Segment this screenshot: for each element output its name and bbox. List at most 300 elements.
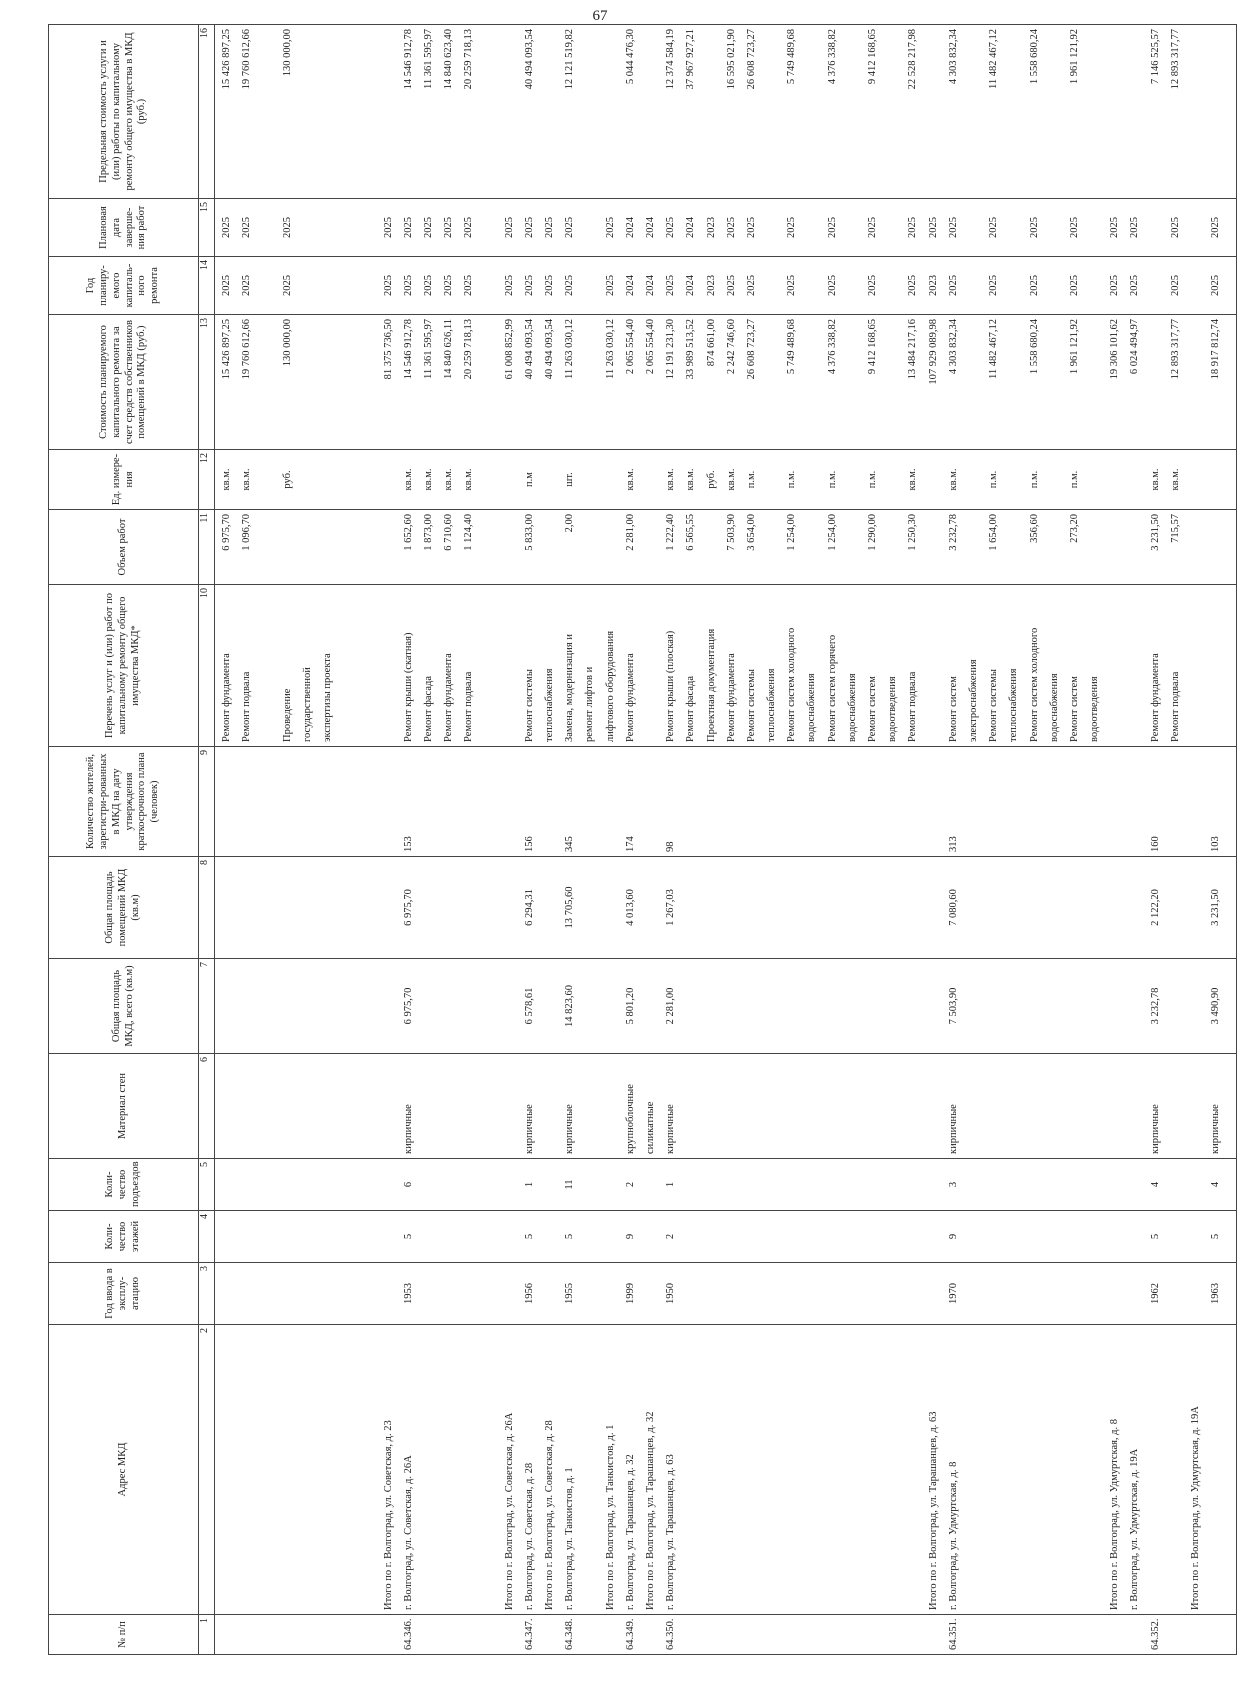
cell-line — [887, 963, 907, 1049]
cell-line: г. Волгоград, ул. Тарашанцев, д. 32 — [624, 1454, 636, 1610]
column-number: 15 — [199, 199, 215, 257]
cell-line: 2025 — [1109, 275, 1121, 296]
cell-line: теплоснабжения — [766, 668, 778, 742]
cell-line — [766, 1619, 786, 1650]
cell-line — [504, 861, 524, 954]
cell-line — [1089, 454, 1109, 505]
cell-line — [968, 1163, 988, 1206]
cell-line — [1069, 963, 1089, 1049]
cell-line — [726, 1619, 746, 1650]
cell-line — [645, 1163, 665, 1206]
cell-line: 2 — [665, 1233, 677, 1240]
cell-line — [504, 454, 524, 505]
cell-line: 2025 — [564, 217, 576, 238]
cell-line: кв.м. — [685, 468, 697, 491]
cell-line: Итого по г. Волгоград, ул. Танкистов, д. 1 — [604, 1424, 616, 1610]
cell-line — [1008, 1267, 1028, 1320]
cell-line — [1150, 1329, 1170, 1610]
cell-line: 1 654,00 — [988, 514, 1000, 551]
cell-line — [766, 261, 786, 310]
cell-line — [726, 1267, 746, 1320]
cell-line: 2025 — [1169, 217, 1181, 238]
cell-line — [383, 1215, 403, 1258]
cell-line — [1089, 29, 1109, 194]
cell-line — [988, 963, 1008, 1049]
cell-line — [887, 861, 907, 954]
cell-line: 2025 — [867, 217, 878, 238]
cell-line — [928, 861, 948, 954]
cell-line: 6 294,31 — [523, 889, 535, 926]
cell-line: 22 528 217,98 — [907, 29, 919, 90]
cell-line — [584, 861, 604, 954]
column-number: 8 — [199, 857, 215, 959]
cell-line — [766, 1215, 786, 1258]
cell-line: г. Волгоград, ул. Удмуртская, д. 8 — [947, 1461, 959, 1610]
cell-line — [302, 861, 322, 954]
cell-line — [221, 751, 241, 852]
cell-line: 2025 — [443, 217, 455, 238]
cell-line — [342, 1329, 362, 1610]
cell-line — [322, 861, 342, 954]
cell-line: электроснабжения — [967, 659, 979, 742]
cell-line — [1089, 203, 1109, 252]
cell-line: руб. — [281, 470, 293, 489]
cell-line: 64.346. — [402, 1618, 414, 1650]
cell-line: 64.347. — [523, 1618, 535, 1650]
cell-line: 14 546 912,78 — [402, 319, 414, 380]
cell-line — [584, 454, 604, 505]
residents-column — [215, 747, 1237, 857]
cell-line: Ремонт систем горячего — [826, 634, 838, 742]
cell-line: 2025 — [503, 217, 515, 238]
cell-line — [847, 1267, 867, 1320]
cell-line — [806, 751, 826, 852]
cell-line: 2025 — [826, 275, 838, 296]
cell-line — [786, 963, 806, 1049]
cell-line — [1109, 751, 1129, 852]
cell-line: кв.м. — [463, 468, 475, 491]
cell-line — [1109, 1215, 1129, 1258]
cell-line — [827, 1267, 847, 1320]
cell-line: 5 801,20 — [624, 987, 636, 1025]
cell-line — [1190, 861, 1210, 954]
cell-line — [261, 454, 281, 505]
cell-line — [1109, 1267, 1129, 1320]
cell-line: Проектная документация — [705, 628, 717, 742]
cell-line — [685, 861, 705, 954]
completion-date-column — [215, 199, 1237, 257]
cell-line — [726, 1329, 746, 1610]
cell-line — [544, 29, 564, 194]
cell-line — [1008, 1215, 1028, 1258]
cell-line: 4 303 832,34 — [947, 319, 959, 375]
cell-line — [605, 1163, 625, 1206]
cell-line: 2025 — [947, 275, 959, 296]
cell-line — [1049, 319, 1069, 445]
cell-line — [746, 1267, 766, 1320]
cell-line — [988, 1267, 1008, 1320]
cell-line — [483, 589, 503, 742]
cell-line: 6 — [402, 1181, 414, 1188]
cell-line — [706, 751, 726, 852]
cell-line — [504, 1058, 524, 1154]
cell-line — [383, 861, 403, 954]
max-cost-column — [215, 25, 1237, 199]
cell-line — [483, 319, 503, 445]
cell-line: 2024 — [624, 217, 636, 238]
cell-line — [827, 751, 847, 852]
cell-line — [261, 1329, 281, 1610]
cell-line — [322, 1163, 342, 1206]
cell-line: 26 608 723,27 — [745, 319, 757, 380]
cell-line — [302, 319, 322, 445]
cell-line — [1049, 203, 1069, 252]
column-number: 3 — [199, 1263, 215, 1325]
cell-line — [766, 203, 786, 252]
cell-line — [282, 1619, 302, 1650]
cell-line — [1029, 751, 1049, 852]
cell-line: 3 232,78 — [947, 514, 959, 551]
cell-line — [261, 261, 281, 310]
column-number: 10 — [199, 585, 215, 747]
cell-line: 12 893 317,77 — [1169, 319, 1181, 380]
cell-line: 7 503,90 — [947, 987, 959, 1025]
cell-line — [423, 1163, 443, 1206]
cell-line — [766, 514, 786, 580]
cell-line — [282, 751, 302, 852]
cell-line — [867, 1058, 887, 1154]
cell-line: 13 705,60 — [564, 886, 576, 929]
cell-line — [645, 29, 665, 194]
cell-line — [342, 203, 362, 252]
cell-line: 2025 — [221, 217, 232, 238]
cell-line — [645, 1215, 665, 1258]
cell-line: 6 024 494,97 — [1129, 319, 1141, 375]
cell-line — [928, 1163, 948, 1206]
cell-line — [1210, 1619, 1230, 1650]
cell-line: Ремонт крыши (плоская) — [665, 630, 677, 742]
cell-line — [1008, 1619, 1028, 1650]
cell-line: 1963 — [1210, 1283, 1222, 1304]
cell-line — [1089, 861, 1109, 954]
cell-line: Ремонт фундамента — [1149, 653, 1161, 742]
cell-line: 2025 — [402, 275, 414, 296]
cell-line — [847, 963, 867, 1049]
cell-line — [221, 963, 241, 1049]
cell-line — [1170, 1215, 1190, 1258]
cell-line: 107 929 089,98 — [927, 319, 939, 385]
cell-line — [1170, 963, 1190, 1049]
cell-line — [1190, 1215, 1210, 1258]
cell-line — [483, 1163, 503, 1206]
cell-line: г. Волгоград, ул. Тарашанцев, д. 63 — [665, 1454, 677, 1610]
cell-line — [605, 751, 625, 852]
cell-line: 174 — [624, 836, 636, 852]
cell-line — [241, 1215, 261, 1258]
entrances-column — [215, 1159, 1237, 1211]
cell-line — [261, 589, 281, 742]
cell-line — [1150, 261, 1170, 310]
cell-line — [322, 1267, 342, 1320]
cell-line — [847, 454, 867, 505]
cell-line: 2025 — [1210, 275, 1222, 296]
cell-line: 2024 — [685, 217, 697, 238]
cell-line — [383, 1163, 403, 1206]
cell-line: 2 065 554,40 — [644, 319, 656, 375]
cell-line — [322, 29, 342, 194]
cell-line: Ремонт систем — [867, 676, 878, 742]
cell-line: шт. — [564, 472, 576, 487]
cell-line: 2025 — [422, 217, 434, 238]
cell-line — [1069, 1619, 1089, 1650]
cell-line: 5 044 476,30 — [624, 29, 636, 85]
cell-line — [746, 963, 766, 1049]
cell-line — [706, 1058, 726, 1154]
cell-line: Итого по г. Волгоград, ул. Советская, д. 28 — [544, 1420, 555, 1610]
cell-line — [645, 589, 665, 742]
cell-line: п.м. — [867, 470, 878, 489]
cell-line — [584, 203, 604, 252]
cell-line: 2025 — [544, 217, 555, 238]
cell-line — [302, 203, 322, 252]
cell-line: 5 — [1149, 1233, 1161, 1240]
repair-year-column — [215, 257, 1237, 315]
cell-line: 3 231,50 — [1210, 889, 1222, 926]
cell-line: кв.м. — [1169, 468, 1181, 491]
cell-line — [342, 861, 362, 954]
cell-line — [463, 1619, 483, 1650]
cell-line — [1069, 1058, 1089, 1154]
cell-line: водоотведения — [1089, 676, 1101, 742]
cell-line: 1956 — [523, 1283, 535, 1304]
cell-line — [584, 1163, 604, 1206]
cell-line — [706, 1215, 726, 1258]
cell-line: Ремонт систем — [947, 676, 959, 742]
cell-line — [726, 963, 746, 1049]
cell-line — [221, 1619, 241, 1650]
cell-line: 2025 — [665, 217, 677, 238]
cell-line — [726, 751, 746, 852]
unit-column — [215, 450, 1237, 510]
cell-line — [504, 1163, 524, 1206]
cell-line: 61 008 852,99 — [503, 319, 515, 380]
cell-line — [887, 1058, 907, 1154]
cell-line: кв.м. — [402, 468, 414, 491]
cell-line: 1953 — [402, 1283, 414, 1304]
cell-line: 6 710,60 — [443, 514, 455, 551]
cell-line — [1069, 1215, 1089, 1258]
cell-line: 2025 — [1210, 217, 1222, 238]
cell-line — [504, 1619, 524, 1650]
cell-line — [261, 514, 281, 580]
cell-line — [1049, 1329, 1069, 1610]
cell-line — [342, 963, 362, 1049]
cell-line — [746, 1163, 766, 1206]
cell-line — [1170, 1329, 1190, 1610]
cell-line — [1109, 454, 1129, 505]
cell-line — [867, 1329, 887, 1610]
cell-line: 1 — [523, 1181, 535, 1188]
rotated-table-sheet — [48, 25, 1222, 1655]
cell-line — [685, 1163, 705, 1206]
cell-line: 9 — [624, 1233, 636, 1240]
cell-line: 1955 — [564, 1283, 576, 1304]
cell-line: 11 482 467,12 — [988, 319, 1000, 379]
cell-line — [766, 454, 786, 505]
cell-line — [968, 963, 988, 1049]
cell-line — [362, 1215, 382, 1258]
cell-line: 1 250,30 — [907, 514, 919, 551]
cell-line — [443, 1215, 463, 1258]
cell-line — [827, 1619, 847, 1650]
cell-line: силикатные — [644, 1101, 656, 1154]
cell-line: 2025 — [281, 275, 293, 296]
cell-line — [362, 963, 382, 1049]
cell-line: 13 484 217,16 — [907, 319, 919, 380]
cell-line: 9 — [947, 1233, 959, 1240]
cell-line — [887, 514, 907, 580]
cell-line — [1008, 861, 1028, 954]
cell-line — [362, 454, 382, 505]
cell-line: 19 760 612,66 — [241, 319, 253, 380]
column-number: 16 — [199, 25, 215, 199]
cell-line — [423, 1329, 443, 1610]
cell-line — [1190, 1267, 1210, 1320]
cell-line — [645, 751, 665, 852]
cell-line — [504, 751, 524, 852]
cell-line — [483, 1058, 503, 1154]
cell-line: 2025 — [988, 275, 1000, 296]
cell-line: 2025 — [402, 217, 414, 238]
cell-line: 1 558 680,24 — [1028, 29, 1040, 85]
cell-line — [766, 1267, 786, 1320]
address-column — [215, 1325, 1237, 1615]
cell-line: 1970 — [947, 1283, 959, 1304]
column-number: 4 — [199, 1211, 215, 1263]
cell-line: 11 482 467,12 — [988, 29, 1000, 89]
cell-line — [342, 319, 362, 445]
cell-line — [706, 1163, 726, 1206]
cell-line — [302, 751, 322, 852]
cell-line — [1210, 514, 1230, 580]
cell-line: 2025 — [1028, 217, 1040, 238]
cell-line — [443, 1163, 463, 1206]
column-number: 2 — [199, 1325, 215, 1615]
cell-line — [342, 514, 362, 580]
cell-line: Ремонт систем холодного — [1028, 627, 1040, 742]
cell-line: 2025 — [1109, 217, 1121, 238]
cell-line — [423, 1619, 443, 1650]
cell-line — [584, 319, 604, 445]
cell-line — [1049, 751, 1069, 852]
cell-line — [302, 1215, 322, 1258]
cell-line: 130 000,00 — [281, 29, 293, 77]
cell-line — [443, 1329, 463, 1610]
cell-line: 160 — [1149, 836, 1161, 852]
cell-line — [1129, 454, 1149, 505]
cell-line — [928, 589, 948, 742]
cell-line — [261, 29, 281, 194]
cell-line — [806, 963, 826, 1049]
cell-line — [1129, 589, 1149, 742]
cell-line — [847, 319, 867, 445]
cell-line — [786, 1215, 806, 1258]
cell-line: 5 749 489,68 — [786, 29, 798, 85]
cell-line — [827, 861, 847, 954]
cell-line — [1210, 589, 1230, 742]
cell-line: 3 490,90 — [1210, 987, 1222, 1025]
cell-line — [847, 1215, 867, 1258]
cell-line: 313 — [947, 836, 959, 852]
cell-line — [968, 29, 988, 194]
cell-line: Ремонт системы — [745, 669, 757, 742]
cell-line: 6 975,70 — [402, 889, 414, 926]
cell-line — [968, 261, 988, 310]
cell-line — [827, 1163, 847, 1206]
cell-line — [483, 29, 503, 194]
cell-line — [302, 1267, 322, 1320]
cell-line — [261, 203, 281, 252]
cell-line — [362, 29, 382, 194]
cell-line: г. Волгоград, ул. Советская, д. 28 — [523, 1462, 535, 1610]
cell-line — [443, 1058, 463, 1154]
cell-line — [1008, 963, 1028, 1049]
cell-line: Ремонт подвала — [907, 671, 919, 742]
cell-line — [584, 1058, 604, 1154]
cell-line — [887, 319, 907, 445]
cell-line — [362, 514, 382, 580]
cell-line — [261, 1163, 281, 1206]
cell-line: Ремонт фасада — [685, 675, 697, 742]
cell-line — [887, 1163, 907, 1206]
cell-line — [504, 1267, 524, 1320]
cell-line: 15 426 897,25 — [221, 319, 232, 380]
cell-line: 2025 — [523, 275, 535, 296]
cell-line: п.м. — [826, 470, 838, 489]
cell-line — [806, 261, 826, 310]
cell-line — [928, 454, 948, 505]
cell-line: Ремонт систем холодного — [786, 627, 798, 742]
cell-line — [685, 1329, 705, 1610]
cell-line: 2023 — [705, 275, 717, 296]
cell-line — [423, 963, 443, 1049]
cell-line: 156 — [523, 836, 535, 852]
cell-line — [1190, 589, 1210, 742]
cell-line: п.м. — [988, 470, 1000, 489]
cell-line — [221, 861, 241, 954]
cell-line — [463, 1058, 483, 1154]
cell-line — [1049, 1163, 1069, 1206]
cell-line — [342, 454, 362, 505]
cell-line — [1190, 514, 1210, 580]
cell-line — [1029, 1163, 1049, 1206]
cell-line — [1049, 261, 1069, 310]
cell-line — [988, 1058, 1008, 1154]
cell-line: кв.м. — [947, 468, 959, 491]
cell-line — [322, 454, 342, 505]
cell-line — [362, 861, 382, 954]
cell-line: Итого по г. Волгоград, ул. Удмуртская, д. 8 — [1109, 1418, 1121, 1610]
cell-line — [685, 1215, 705, 1258]
cell-line — [544, 963, 564, 1049]
cell-line — [302, 514, 322, 580]
cell-line: 6 975,70 — [402, 987, 414, 1025]
cell-line — [706, 1619, 726, 1650]
cell-line: 5 — [523, 1233, 535, 1240]
cell-line — [1190, 751, 1210, 852]
cell-line — [928, 1215, 948, 1258]
cell-line: 2025 — [382, 275, 394, 296]
